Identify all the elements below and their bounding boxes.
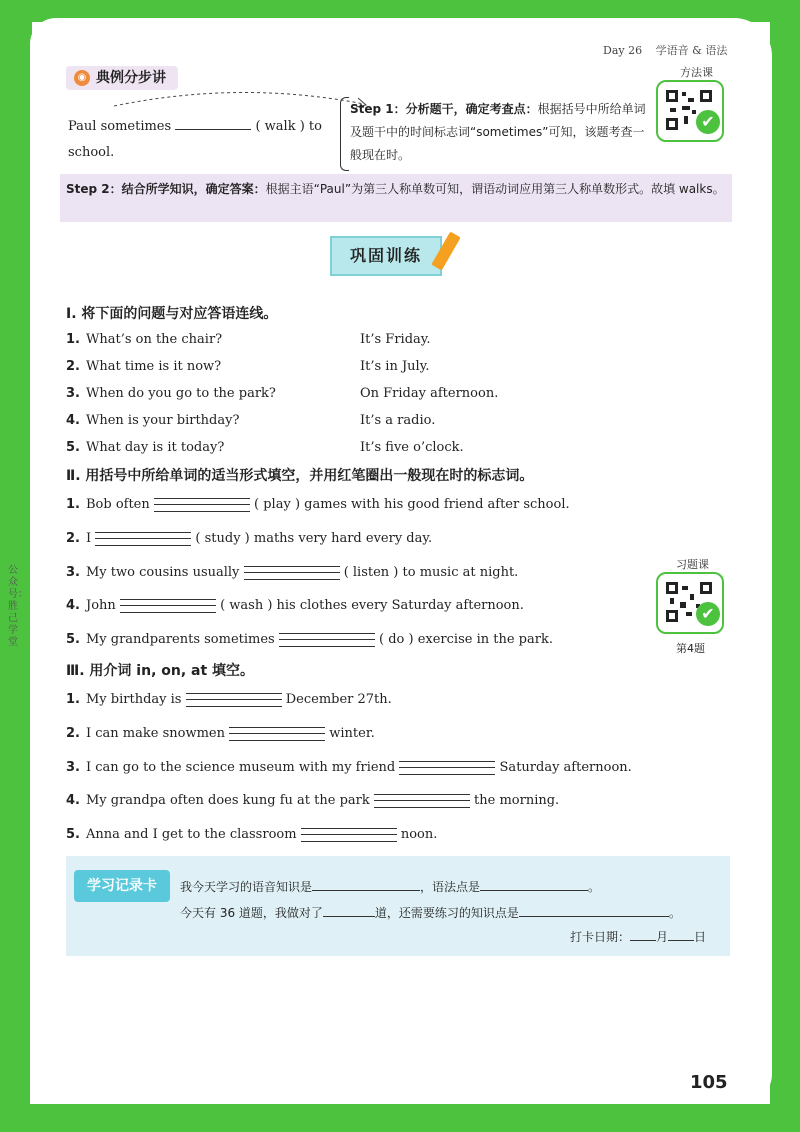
- answer-blank[interactable]: [95, 532, 191, 546]
- part1-question: [66, 440, 224, 455]
- part3-item: [66, 726, 375, 741]
- part2-item: [66, 598, 524, 613]
- example-question-start: Paul sometimes: [68, 119, 172, 134]
- record-text: 日: [694, 930, 707, 944]
- question-text: When is your birthday?: [85, 413, 240, 428]
- part1-question: [66, 359, 221, 374]
- item-text-after: the morning.: [474, 793, 560, 808]
- item-number: 5.: [66, 827, 80, 842]
- question-number: 1.: [66, 332, 80, 347]
- answer-blank[interactable]: [399, 761, 495, 775]
- part3-heading: Ⅲ. 用介词 in, on, at 填空。: [66, 663, 255, 679]
- step1-body: 根据括号中所给单词及题干中的时间标志词“sometimes”可知，该题考查一般现在时。: [350, 102, 646, 162]
- answer-blank[interactable]: [301, 828, 397, 842]
- qr-method-label: 方法课: [680, 66, 713, 79]
- item-text-before: My grandpa often does kung fu at the park: [85, 793, 370, 808]
- part1-answer[interactable]: On Friday afternoon.: [360, 386, 499, 401]
- item-text-after: ( play ) games with his good friend after school.: [254, 497, 570, 512]
- step2-label: Step 2：结合所学知识，确定答案：: [66, 182, 266, 196]
- answer-blank[interactable]: [374, 794, 470, 808]
- example-tag-label: 典例分步讲: [96, 70, 166, 86]
- qr-code-practice[interactable]: [656, 572, 724, 634]
- part2-item: [66, 497, 570, 512]
- qr-practice-label: 习题课: [676, 558, 709, 571]
- item-number: 3.: [66, 565, 80, 580]
- item-text-before: I can go to the science museum with my friend: [85, 760, 396, 775]
- question-text: When do you go to the park?: [85, 386, 276, 401]
- dashed-arrow-icon: [110, 84, 370, 114]
- part2-item: [66, 531, 432, 546]
- part3-item: [66, 760, 632, 775]
- part2-item: [66, 565, 518, 580]
- item-text-before: Bob often: [85, 497, 150, 512]
- record-blank[interactable]: [312, 890, 420, 891]
- check-icon: ✔: [696, 110, 720, 134]
- item-text-after: December 27th.: [285, 692, 392, 707]
- record-text: 。: [588, 880, 601, 894]
- page-border-bottom: [0, 1104, 800, 1132]
- record-text: 打卡日期：: [570, 930, 631, 944]
- step1-label: Step 1：分析题干，确定考查点：: [350, 102, 538, 116]
- qr-practice-caption: 第4题: [676, 642, 705, 655]
- record-text: 。: [668, 906, 681, 920]
- record-blank[interactable]: [519, 916, 669, 917]
- part1-answer[interactable]: It’s five o’clock.: [360, 440, 464, 455]
- step2-body: 根据主语“Paul”为第三人称单数可知，谓语动词应用第三人称单数形式。故填 walks。: [265, 182, 725, 196]
- question-number: 4.: [66, 413, 80, 428]
- part1-answer[interactable]: It’s a radio.: [360, 413, 436, 428]
- part1-answer[interactable]: It’s Friday.: [360, 332, 431, 347]
- record-text: 月: [656, 930, 669, 944]
- answer-blank[interactable]: [120, 599, 216, 613]
- section-title: 巩固训练: [330, 236, 442, 276]
- item-number: 3.: [66, 760, 80, 775]
- example-question-mid: ( walk ) to: [255, 119, 322, 134]
- example-question: [68, 114, 338, 166]
- record-text: 道，还需要练习的知识点是: [374, 906, 519, 920]
- step2-text: [66, 178, 731, 200]
- qr-code-method[interactable]: [656, 80, 724, 142]
- question-text: What’s on the chair?: [85, 332, 223, 347]
- record-blank[interactable]: [323, 916, 375, 917]
- answer-blank[interactable]: [229, 727, 325, 741]
- record-blank[interactable]: [480, 890, 588, 891]
- answer-blank[interactable]: [279, 633, 375, 647]
- part1-question: [66, 413, 239, 428]
- item-text-before: John: [85, 598, 116, 613]
- header-day: Day 26: [603, 44, 643, 57]
- item-text-after: ( wash ) his clothes every Saturday afternoon.: [220, 598, 524, 613]
- item-text-after: winter.: [329, 726, 375, 741]
- part1-question: [66, 386, 276, 401]
- item-text-before: My birthday is: [85, 692, 182, 707]
- item-text-before: My two cousins usually: [85, 565, 240, 580]
- question-number: 2.: [66, 359, 80, 374]
- item-number: 5.: [66, 632, 80, 647]
- record-line-2: [180, 904, 681, 921]
- item-number: 4.: [66, 793, 80, 808]
- part1-heading: Ⅰ. 将下面的问题与对应答语连线。: [66, 306, 278, 322]
- record-line-3: [570, 928, 706, 945]
- part2-item: [66, 632, 553, 647]
- side-watermark-text: 公众号：胜己学堂: [8, 565, 28, 648]
- item-number: 2.: [66, 726, 80, 741]
- item-number: 2.: [66, 531, 80, 546]
- check-icon: ✔: [696, 602, 720, 626]
- record-blank[interactable]: [630, 940, 656, 941]
- record-blank[interactable]: [668, 940, 694, 941]
- item-text-after: noon.: [400, 827, 438, 842]
- item-text-before: Anna and I get to the classroom: [85, 827, 297, 842]
- item-text-before: I can make snowmen: [85, 726, 225, 741]
- page-border-right: [770, 0, 800, 1132]
- answer-blank[interactable]: [186, 693, 282, 707]
- question-number: 3.: [66, 386, 80, 401]
- record-card-tag: 学习记录卡: [74, 870, 170, 902]
- header-topic: 学语音 & 语法: [655, 44, 728, 57]
- question-text: What day is it today?: [85, 440, 225, 455]
- record-text: 今天有 36 道题，我做对了: [180, 906, 323, 920]
- item-number: 4.: [66, 598, 80, 613]
- item-text-before: I: [85, 531, 92, 546]
- example-blank[interactable]: [175, 129, 251, 130]
- record-text: ，语法点是: [420, 880, 481, 894]
- item-text-after: Saturday afternoon.: [499, 760, 632, 775]
- part1-answer[interactable]: It’s in July.: [360, 359, 430, 374]
- page-header: [603, 42, 727, 58]
- item-text-after: ( listen ) to music at night.: [343, 565, 519, 580]
- answer-blank[interactable]: [244, 566, 340, 580]
- question-number: 5.: [66, 440, 80, 455]
- item-text-after: ( study ) maths very hard every day.: [195, 531, 433, 546]
- question-text: What time is it now?: [85, 359, 222, 374]
- item-number: 1.: [66, 692, 80, 707]
- page-number: 105: [690, 1072, 728, 1093]
- step1-text: [350, 98, 646, 167]
- part3-item: [66, 793, 559, 808]
- answer-blank[interactable]: [154, 498, 250, 512]
- item-text-before: My grandparents sometimes: [85, 632, 275, 647]
- part1-question: [66, 332, 222, 347]
- part2-heading: Ⅱ. 用括号中所给单词的适当形式填空，并用红笔圈出一般现在时的标志词。: [66, 468, 534, 484]
- part3-item: [66, 827, 437, 842]
- record-text: 我今天学习的语音知识是: [180, 880, 313, 894]
- part3-item: [66, 692, 392, 707]
- record-line-1: [180, 878, 600, 895]
- example-question-end: school.: [68, 145, 115, 160]
- lightbulb-icon: ◉: [74, 70, 90, 86]
- brace-divider: [340, 97, 349, 171]
- item-number: 1.: [66, 497, 80, 512]
- item-text-after: ( do ) exercise in the park.: [379, 632, 553, 647]
